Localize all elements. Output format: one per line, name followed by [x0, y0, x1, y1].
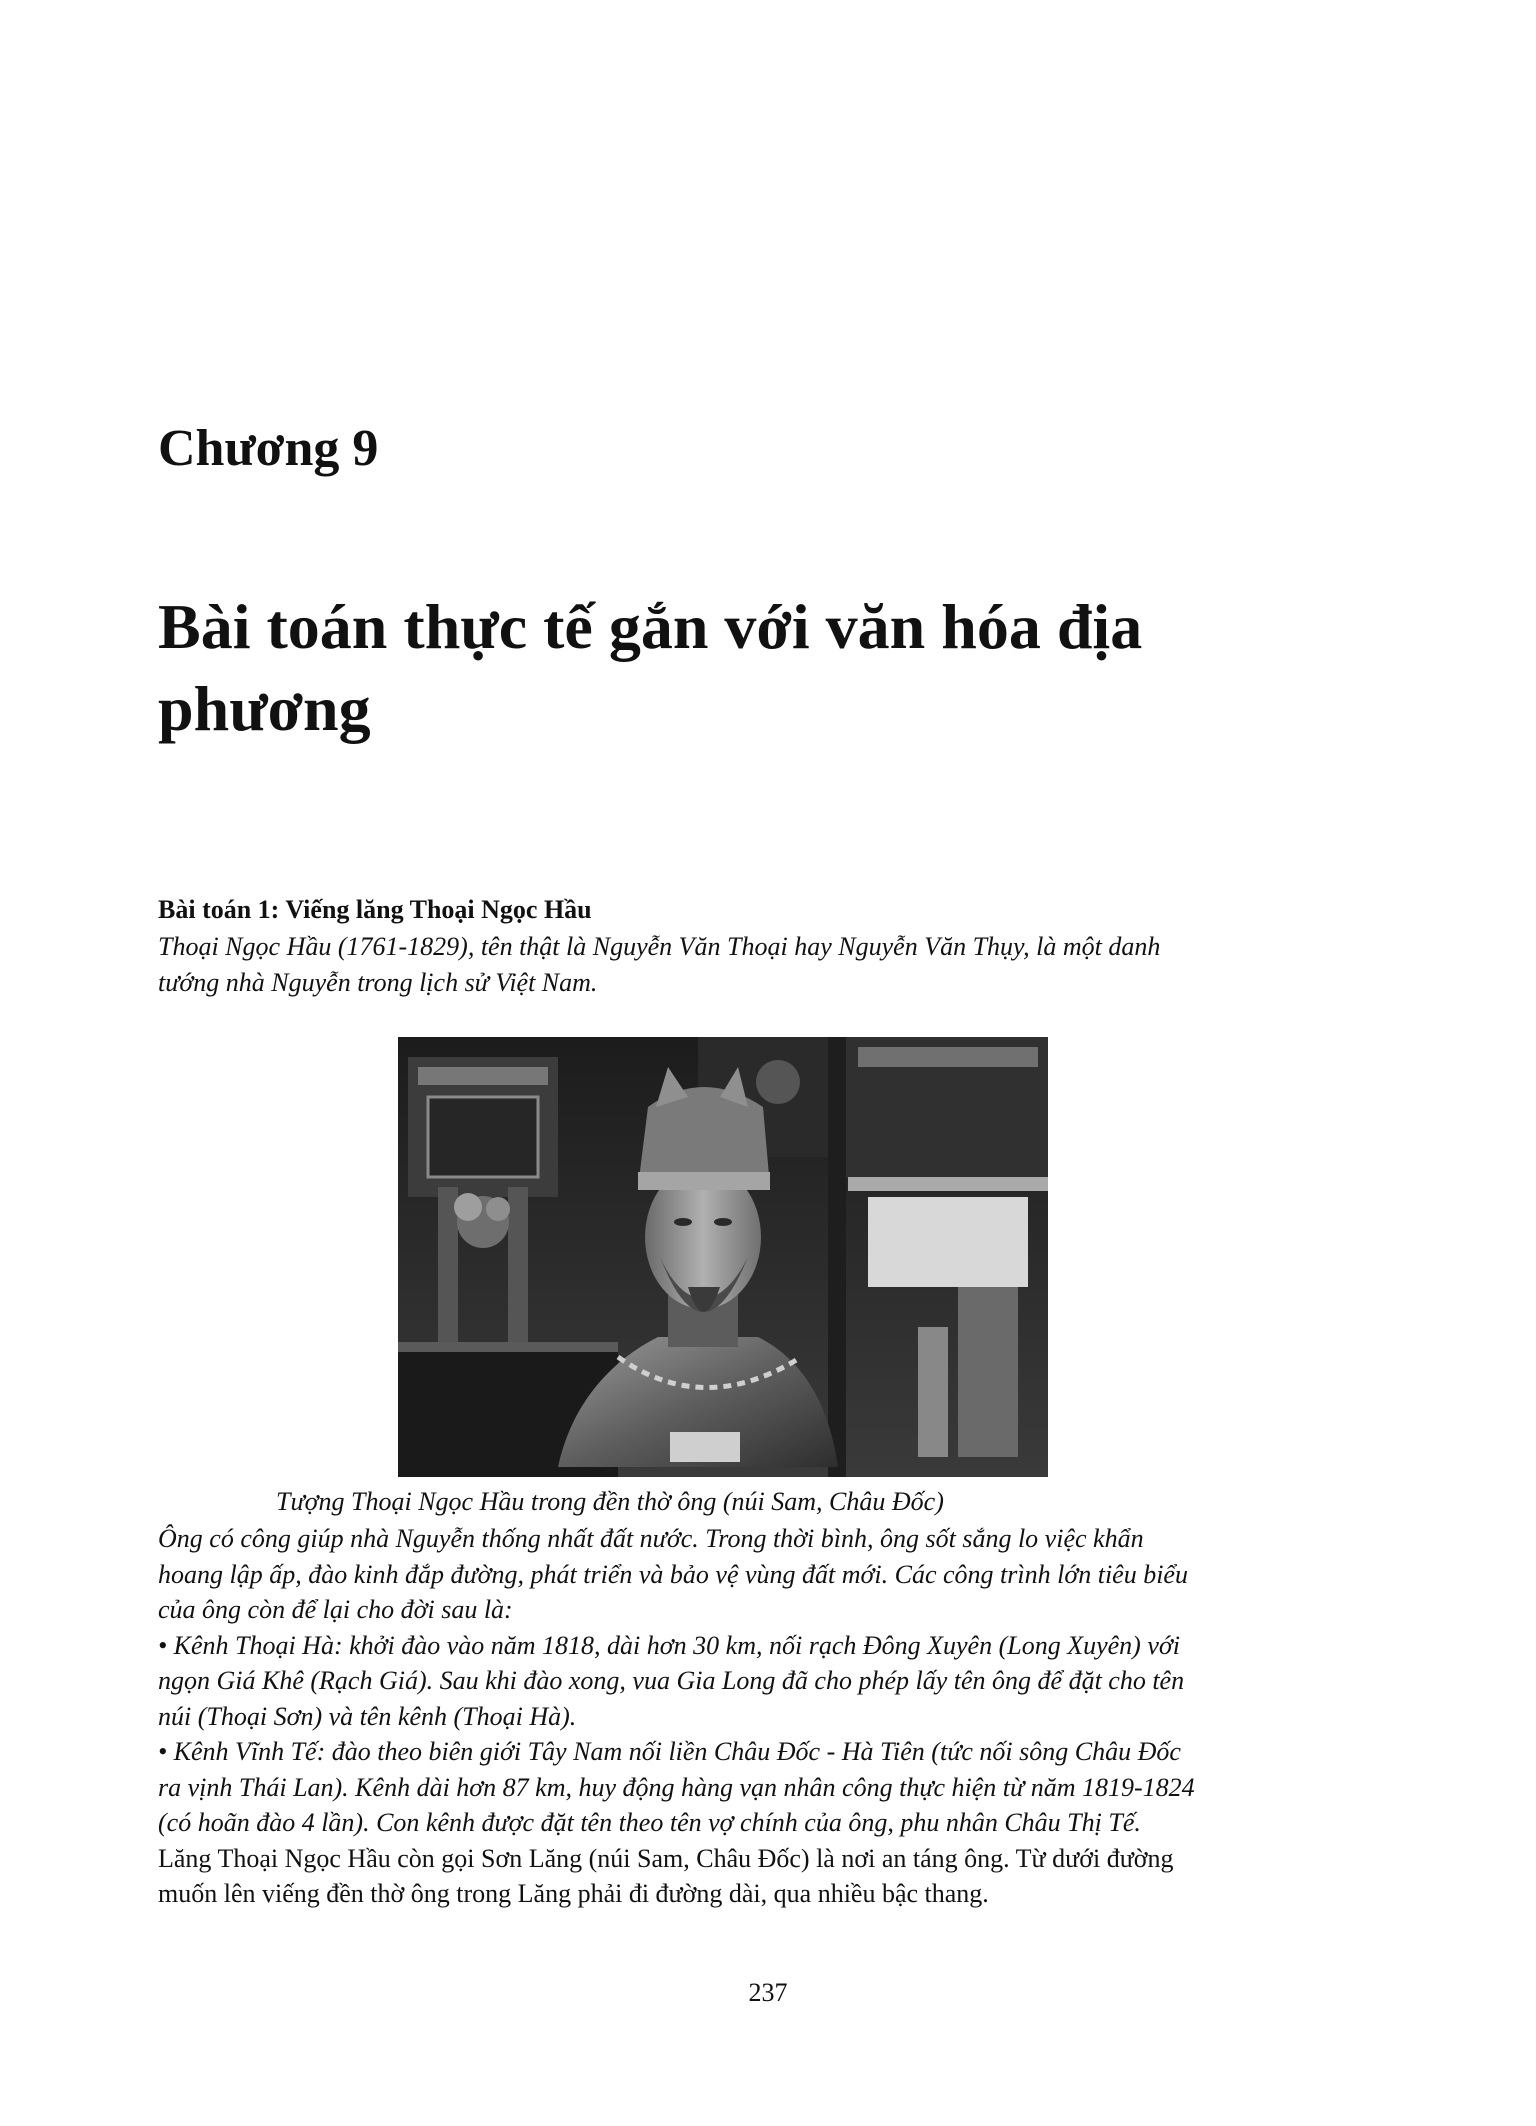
- statue-photo-illustration: [398, 1037, 1048, 1477]
- page-number: 237: [748, 1978, 788, 2007]
- body-line: (có hoãn đào 4 lần). Con kênh được đặt tên theo tên vợ chính của ông, phu nhân Châu Thị Tế.: [158, 1808, 1141, 1837]
- bullet-vinh-te-line: • Kênh Vĩnh Tế: đào theo biên giới Tây Nam nối liền Châu Đốc - Hà Tiên (tức nối sông Châu Đốc: [158, 1737, 1181, 1766]
- intro-line-2: tướng nhà Nguyễn trong lịch sử Việt Nam.: [158, 967, 598, 997]
- body-line: Ông có công giúp nhà Nguyễn thống nhất đất nước. Trong thời bình, ông sốt sắng lo việc khẩn: [158, 1524, 1144, 1553]
- body-line: của ông còn để lại cho đời sau là:: [158, 1595, 513, 1624]
- chapter-label: Chương 9: [158, 420, 379, 477]
- statue-photo: [398, 1037, 1048, 1477]
- bullet-thoai-ha-line: • Kênh Thoại Hà: khởi đào vào năm 1818, dài hơn 30 km, nối rạch Đông Xuyên (Long Xuyên) với: [158, 1630, 1180, 1660]
- problem-heading: Bài toán 1: Viếng lăng Thoại Ngọc Hầu: [158, 895, 592, 924]
- figure-caption: Tượng Thoại Ngọc Hầu trong đền thờ ông (núi Sam, Châu Đốc): [276, 1487, 944, 1516]
- body-text: [158, 1521, 1378, 1912]
- body-line: muốn lên viếng đền thờ ông trong Lăng phải đi đường dài, qua nhiều bậc thang.: [158, 1879, 989, 1908]
- body-line: núi (Thoại Sơn) và tên kênh (Thoại Hà).: [158, 1701, 577, 1731]
- body-line: ra vịnh Thái Lan). Kênh dài hơn 87 km, huy động hàng vạn nhân công thực hiện từ năm 1819-1824: [158, 1772, 1195, 1802]
- body-line: Lăng Thoại Ngọc Hầu còn gọi Sơn Lăng (núi Sam, Châu Đốc) là nơi an táng ông. Từ dưới đường: [158, 1843, 1174, 1873]
- chapter-title-line-2: phương: [158, 673, 371, 744]
- chapter-title-line-1: Bài toán thực tế gắn với văn hóa địa: [158, 591, 1143, 662]
- body-line: ngọn Giá Khê (Rạch Giá). Sau khi đào xong, vua Gia Long đã cho phép lấy tên ông để đặt cho tên: [158, 1666, 1185, 1695]
- body-line: hoang lập ấp, đào kinh đắp đường, phát triển và bảo vệ vùng đất mới. Các công trình lớn tiêu biểu: [158, 1559, 1188, 1589]
- chapter-title: [158, 586, 1358, 750]
- problem-intro: [158, 929, 1378, 1000]
- intro-line-1: Thoại Ngọc Hầu (1761-1829), tên thật là Nguyễn Văn Thoại hay Nguyễn Văn Thụy, là một danh: [158, 932, 1161, 961]
